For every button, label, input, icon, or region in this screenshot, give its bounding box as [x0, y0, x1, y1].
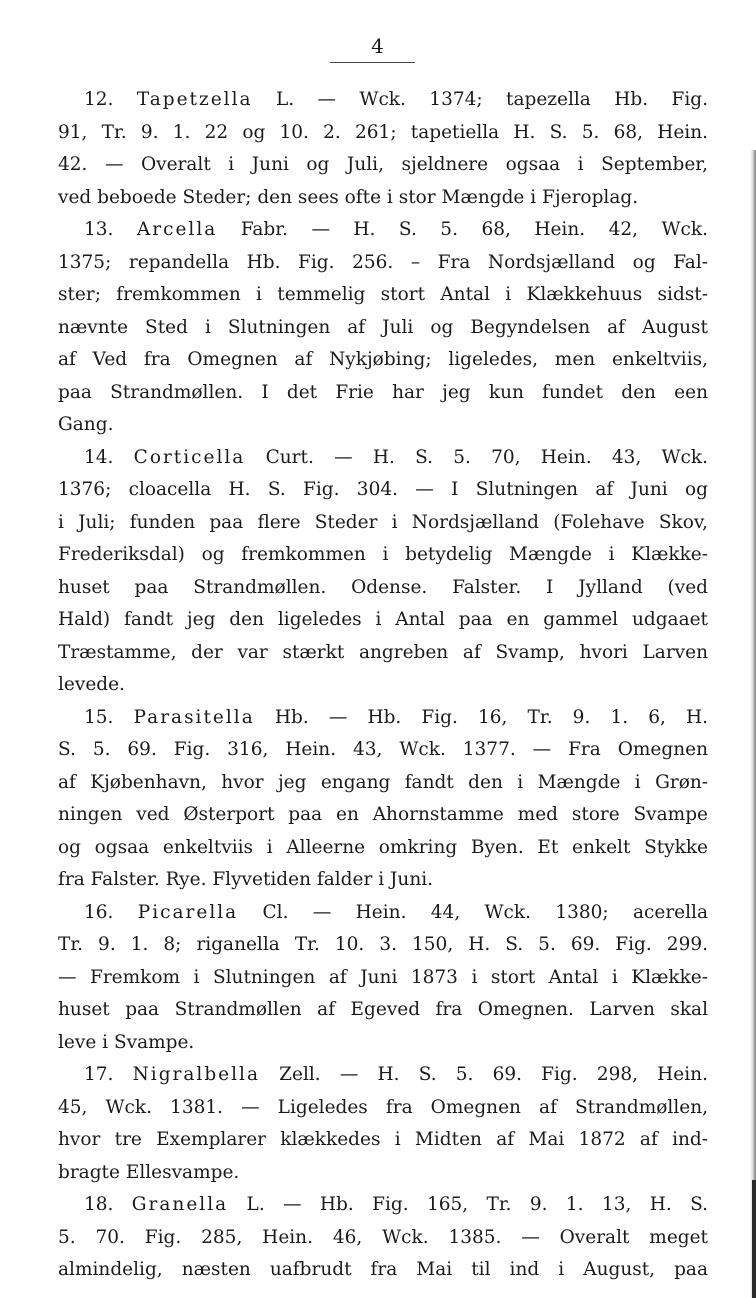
entry-14-line: Hald) fandt jeg den ligeledes i Antal paa en gammel udgaaet	[58, 609, 708, 630]
entry-12-line: 42. — Overalt i Juni og Juli, sjeldnere ogsaa i September,	[58, 154, 708, 175]
entry-16-line: leve i Svampe.	[58, 1031, 195, 1053]
line-text: Curt. — H. S. 5. 70, Hein. 43, Wck.	[265, 446, 708, 468]
entry-12-line: ved beboede Steder; den sees ofte i stor Mængde i Fjeroplag.	[58, 186, 639, 208]
line-text: Cl. — Hein. 44, Wck. 1380; acerella	[262, 901, 708, 923]
entry-14-line: huset paa Strandmøllen. Odense. Falster. I Jylland (ved	[58, 576, 708, 598]
entry-12-line: 91, Tr. 9. 1. 22 og 10. 2. 261; tapetiella H. S. 5. 68, Hein.	[58, 121, 708, 143]
line-text: L. — Wck. 1374; tapezella Hb. Fig.	[275, 89, 708, 110]
entry-number: 15.	[84, 706, 114, 728]
entry-18-line: 5. 70. Fig. 285, Hein. 46, Wck. 1385. — Overalt meget	[58, 1226, 708, 1248]
entry-17-line-1	[58, 1059, 708, 1092]
species-name: Nigralbella	[132, 1064, 260, 1085]
entry-16-line-1	[58, 897, 708, 930]
species-name: Arcella	[136, 219, 218, 240]
entry-number: 13.	[84, 219, 114, 240]
line-text: Fabr. — H. S. 5. 68, Hein. 42, Wck.	[240, 219, 709, 240]
entry-16-line: — Fremkom i Slutningen af Juni 1873 i stort Antal i Klække-	[58, 966, 708, 988]
entry-15-line: fra Falster. Rye. Flyvetiden falder i Juni.	[58, 869, 434, 890]
entry-13-line: nævnte Sted i Slutningen af Juli og Begyndelsen af August	[58, 316, 708, 338]
page-edge-shadow	[750, 150, 756, 1298]
entry-number: 17.	[84, 1064, 114, 1085]
entry-12-line-1	[58, 84, 708, 117]
entry-13-line: 1375; repandella Hb. Fig. 256. – Fra Nordsjælland og Fal-	[58, 251, 708, 273]
entry-16-line: Tr. 9. 1. 8; riganella Tr. 10. 3. 150, H. S. 5. 69. Fig. 299.	[58, 934, 708, 955]
entry-13-line: ster; fremkommen i temmelig stort Antal i Klækkehuus sidst-	[58, 284, 708, 305]
line-text: Hb. — Hb. Fig. 16, Tr. 9. 1. 6, H.	[274, 706, 708, 728]
entry-14-line: levede.	[58, 674, 125, 695]
page-number-rule	[330, 62, 415, 63]
species-name: Corticella	[133, 446, 246, 468]
entry-16-line: huset paa Strandmøllen af Egeved fra Omegnen. Larven skal	[58, 999, 708, 1020]
entry-17-line: bragte Ellesvampe.	[58, 1161, 240, 1183]
entry-14-line-1	[58, 442, 708, 475]
species-name: Tapetzella	[136, 89, 253, 110]
entry-17-line: hvor tre Exemplarer klækkedes i Midten af Mai 1872 af ind-	[58, 1129, 708, 1150]
entry-13-line: af Ved fra Omegnen af Nykjøbing; ligeledes, men enkeltviis,	[58, 349, 708, 370]
page-edge-dark	[752, 1180, 756, 1298]
entry-13-line: paa Strandmøllen. I det Frie har jeg kun fundet den een	[58, 381, 708, 403]
entry-17-line: 45, Wck. 1381. — Ligeledes fra Omegnen af Strandmøllen,	[58, 1096, 708, 1118]
species-name: Picarella	[137, 901, 239, 923]
species-name: Granella	[131, 1194, 229, 1215]
entry-18-line: almindelig, næsten uafbrudt fra Mai til ind i August, paa	[58, 1259, 708, 1280]
entry-15-line: S. 5. 69. Fig. 316, Hein. 43, Wck. 1377. — Fra Omegnen	[58, 739, 708, 760]
entry-13-line: Gang.	[58, 414, 114, 435]
entry-14-line: Frederiksdal) og fremkommen i betydelig Mængde i Klække-	[58, 544, 708, 565]
entry-15-line-1	[58, 702, 708, 735]
entry-14-line: i Juli; funden paa flere Steder i Nordsjælland (Folehave Skov,	[58, 511, 708, 533]
entry-15-line: af Kjøbenhavn, hvor jeg engang fandt den i Mængde i Grøn-	[58, 771, 708, 793]
species-name: Parasitella	[133, 706, 255, 728]
entry-15-line: ningen ved Østerport paa en Ahornstamme med store Svampe	[58, 804, 708, 825]
line-text: Zell. — H. S. 5. 69. Fig. 298, Hein.	[279, 1064, 708, 1085]
page-number: 4	[371, 34, 385, 58]
entry-number: 12.	[84, 89, 114, 110]
text-block	[58, 84, 708, 1287]
line-text: L. — Hb. Fig. 165, Tr. 9. 1. 13, H. S.	[246, 1194, 708, 1215]
entry-number: 14.	[84, 446, 114, 468]
entry-number: 18.	[84, 1194, 114, 1215]
entry-15-line: og ogsaa enkeltviis i Alleerne omkring Byen. Et enkelt Stykke	[58, 836, 708, 858]
entry-number: 16.	[84, 901, 114, 923]
entry-18-line-1	[58, 1189, 708, 1222]
entry-14-line: Træstamme, der var stærkt angreben af Svamp, hvori Larven	[58, 641, 708, 663]
entry-13-line-1	[58, 214, 708, 247]
entry-14-line: 1376; cloacella H. S. Fig. 304. — I Slutningen af Juni og	[58, 479, 708, 500]
